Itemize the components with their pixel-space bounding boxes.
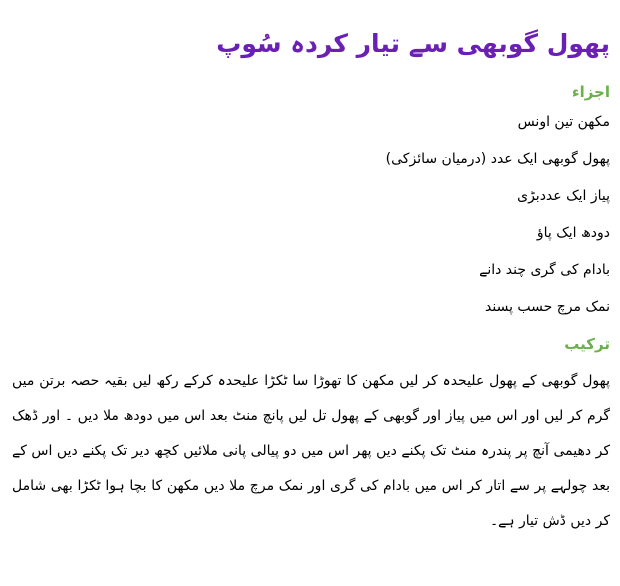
- ingredient-item: مکھن تین اونس: [517, 114, 610, 130]
- ingredients-heading: اجزاء: [571, 83, 610, 101]
- ingredient-item: نمک مرچ حسب پسند: [485, 299, 610, 315]
- method-heading: ترکیب: [564, 335, 610, 353]
- ingredient-item: پھول گوبھی ایک عدد (درمیان سائزکی): [385, 151, 610, 167]
- ingredient-item: دودھ ایک پاؤ: [536, 225, 610, 241]
- ingredients-list: [12, 112, 610, 317]
- recipe-title: پھول گوبھی سے تیار کردہ سُوپ: [216, 29, 610, 58]
- ingredient-item: بادام کی گری چند دانے: [479, 262, 610, 278]
- method-paragraph: پھول گوبھی کے پھول علیحدہ کر لیں مکھن کا تھوڑا سا ٹکڑا علیحدہ کرکے رکھ لیں بقیہ حصہ برتن میں گرم کر لیں اور اس میں پیاز اور گوبھی کے پھول تل لیں پانچ منٹ بعد اس میں دودھ ملا دیں ۔ اور ڈھک کر دھیمی آنچ پر پندرہ منٹ تک پکنے دیں پھر اس میں دو پیالی پانی ملائیں کچھ دیر تک پکنے دیں اس کے بعد چولہے پر سے اتار کر اس میں بادام کی گری اور نمک مرچ ملا دیں مکھن کا بچا ہوا ٹکڑا بھی شامل کر دیں ڈش تیار ہے۔: [12, 373, 610, 529]
- ingredient-item: پیاز ایک عددبڑی: [517, 188, 610, 204]
